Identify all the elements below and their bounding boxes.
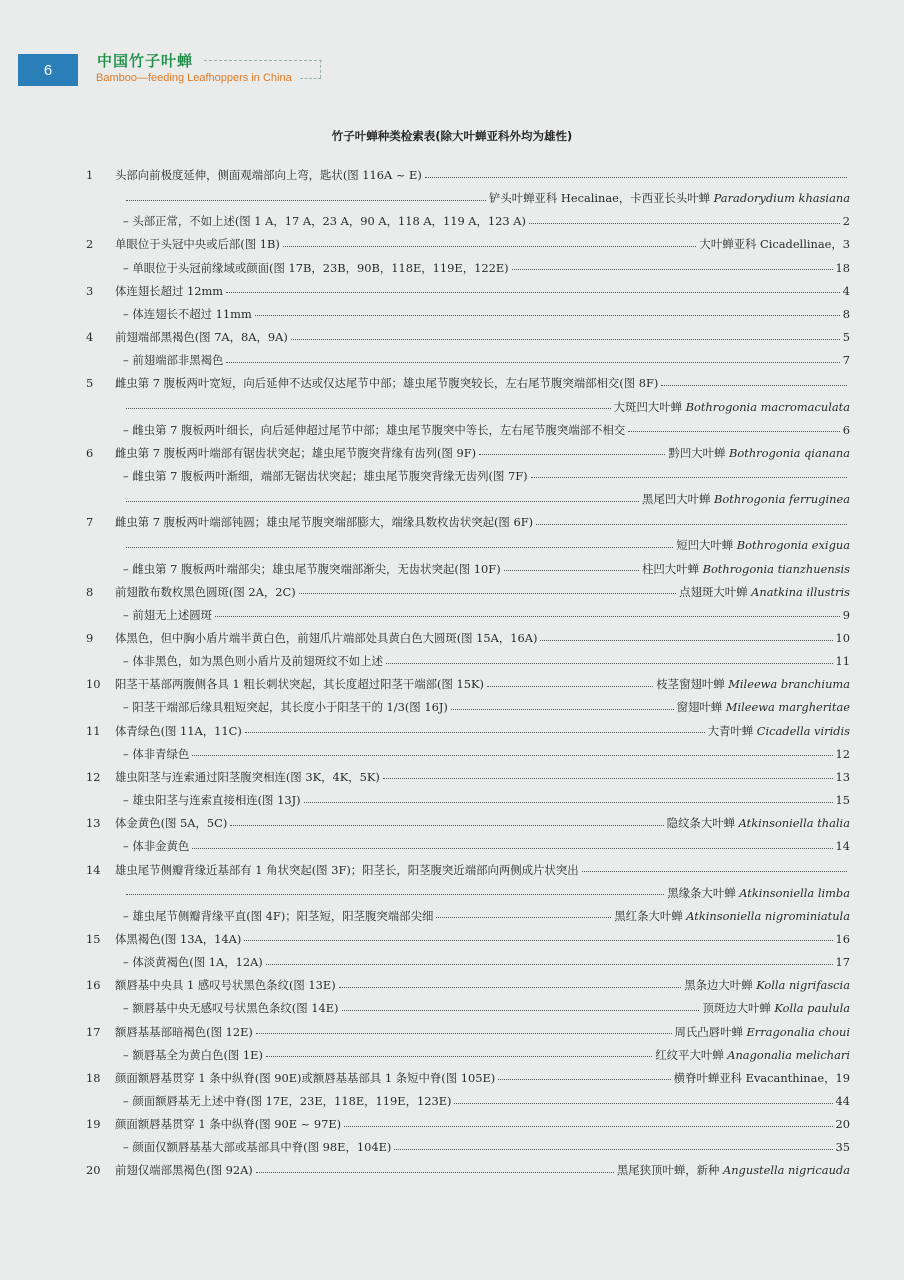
leader-dots (512, 269, 833, 270)
couplet-text: – 雌虫第 7 腹板两叶细长，向后延伸超过尾节中部；雄虫尾节腹突中等长，左右尾节腹突端部不相交 (123, 422, 626, 437)
couplet-number: 5 (86, 376, 94, 391)
couplet-result: 13 (835, 769, 850, 784)
key-line (0, 488, 904, 510)
couplet-text: – 体非金黄色 (123, 839, 190, 854)
leader-dots (244, 940, 832, 941)
couplet-number: 17 (86, 1024, 101, 1039)
leader-dots (454, 1103, 832, 1104)
couplet-text: 雄虫阳茎与连索通过阳茎腹突相连(图 3K，4K，5K) (115, 769, 380, 784)
key-line (0, 1113, 904, 1135)
key-line (0, 812, 904, 834)
leader-dots (451, 709, 674, 710)
species-name: Bothrogonia qianana (729, 445, 850, 460)
leader-dots (126, 408, 611, 409)
couplet-number: 13 (86, 816, 101, 831)
couplet-text: – 额唇基全为黄白色(图 1E) (123, 1047, 263, 1062)
couplet-number: 15 (86, 931, 101, 946)
couplet-text: 体黑褐色(图 13A，14A) (115, 931, 242, 946)
key-line (0, 789, 904, 811)
couplet-result: 10 (835, 631, 850, 645)
couplet-text: 雌虫第 7 腹板两叶端部钝圆；雄虫尾节腹突端部膨大，端缘具数枚齿状突起(图 6F) (115, 515, 534, 530)
leader-dots (126, 894, 664, 895)
couplet-text: – 额唇基中央无感叹号状黑色条纹(图 14E) (123, 1001, 339, 1016)
leader-dots (487, 686, 653, 687)
leader-dots (498, 1079, 670, 1080)
leader-dots (344, 1126, 832, 1127)
species-name: Bothrogonia ferruginea (714, 492, 850, 507)
page-number: 6 (18, 54, 78, 86)
leader-dots (536, 524, 847, 525)
species-name: Mileewa branchiuma (728, 677, 850, 692)
couplet-result: 44 (835, 1094, 850, 1108)
leader-dots (540, 640, 832, 641)
couplet-text: 额唇基基部暗褐色(图 12E) (115, 1024, 253, 1039)
key-line (0, 743, 904, 765)
key-line (0, 326, 904, 348)
key-line (0, 905, 904, 927)
species-name: Atkinsoniella nigrominiatula (686, 908, 850, 923)
couplet-text: 头部向前极度延伸，侧面观端部向上弯，匙状(图 116A ~ E) (115, 168, 422, 182)
key-line (0, 1090, 904, 1112)
leader-dots (425, 177, 847, 178)
couplet-text: 颜面额唇基贯穿 1 条中纵脊(图 90E ~ 97E) (115, 1117, 342, 1132)
leader-dots (531, 477, 847, 478)
couplet-number: 12 (86, 769, 101, 784)
key-line (0, 187, 904, 209)
couplet-text: 体金黄色(图 5A，5C) (115, 816, 228, 831)
key-line (0, 396, 904, 418)
couplet-number: 8 (86, 584, 94, 599)
couplet-text: 雌虫第 7 腹板两叶端部有锯齿状突起；雄虫尾节腹突背缘有齿列(图 9F) (115, 445, 477, 460)
leader-dots (255, 315, 840, 316)
couplet-result: 大青叶蝉 Cicadella viridis (707, 723, 850, 738)
couplet-text: 单眼位于头冠中央或后部(图 1B) (115, 237, 280, 252)
couplet-number: 11 (86, 723, 101, 738)
leader-dots (126, 200, 486, 201)
couplet-text: – 雌虫第 7 腹板两叶渐细，端部无锯齿状突起；雄虫尾节腹突背缘无齿列(图 7F) (123, 468, 528, 483)
key-line (0, 558, 904, 580)
species-name: Erragonalia choui (746, 1024, 850, 1039)
couplet-result: 短凹大叶蝉 Bothrogonia exigua (676, 538, 850, 553)
couplet-result: 14 (835, 839, 850, 854)
key-line (0, 997, 904, 1019)
couplet-text: 前翅仅端部黑褐色(图 92A) (115, 1163, 253, 1178)
leader-dots (266, 964, 833, 965)
species-name: Mileewa margheritae (725, 700, 850, 715)
couplet-result: 柱凹大叶蝉 Bothrogonia tianzhuensis (642, 561, 850, 576)
header-divider (204, 60, 322, 61)
couplet-text: – 雄虫尾节侧瓣背缘平直(图 4F)；阳茎短，阳茎腹突端部尖细 (123, 908, 434, 923)
couplet-result: 9 (842, 607, 850, 622)
couplet-result: 大斑凹大叶蝉 Bothrogonia macromaculata (613, 399, 850, 414)
couplet-result: 黑缘条大叶蝉 Atkinsoniella limba (667, 885, 850, 900)
key-table-title: 竹子叶蝉种类检索表(除大叶蝉亚科外均为雄性) (331, 129, 573, 143)
couplet-result: 16 (835, 931, 850, 946)
key-line (0, 372, 904, 394)
couplet-text: – 单眼位于头冠前缘域或颜面(图 17B，23B，90B，118E，119E，122E) (123, 260, 509, 275)
leader-dots (215, 616, 840, 617)
leader-dots (299, 593, 677, 594)
couplet-result: 枝茎窗翅叶蝉 Mileewa branchiuma (656, 677, 850, 692)
leader-dots (342, 1010, 700, 1011)
species-name: Atkinsoniella limba (739, 885, 850, 900)
leader-dots (394, 1149, 832, 1150)
leader-dots (504, 570, 639, 571)
header-divider-vertical (320, 60, 321, 78)
header-divider-bottom (300, 78, 321, 79)
couplet-number: 10 (86, 677, 101, 692)
couplet-number: 2 (86, 237, 94, 252)
couplet-text: – 阳茎干端部后缘具粗短突起，其长度小于阳茎干的 1/3(图 16J) (123, 700, 448, 715)
leader-dots (291, 339, 840, 340)
key-line (0, 233, 904, 255)
couplet-result: 20 (835, 1117, 850, 1132)
couplet-result: 4 (842, 283, 850, 298)
couplet-result: 黑红条大叶蝉 Atkinsoniella nigrominiatula (614, 908, 850, 923)
couplet-result: 隐纹条大叶蝉 Atkinsoniella thalia (666, 816, 850, 831)
couplet-number: 3 (86, 283, 94, 298)
key-line (0, 419, 904, 441)
species-name: Bothrogonia tianzhuensis (702, 561, 850, 576)
couplet-result: 点翅斑大叶蝉 Anatkina illustris (679, 584, 850, 599)
couplet-text: 阳茎干基部两腹侧各具 1 粗长刺状突起，其长度超过阳茎干端部(图 15K) (115, 677, 484, 692)
couplet-number: 7 (86, 515, 94, 530)
key-line (0, 1159, 904, 1181)
couplet-text: 额唇基中央具 1 感叹号状黑色条纹(图 13E) (115, 978, 336, 993)
leader-dots (529, 223, 840, 224)
couplet-result: 8 (842, 306, 850, 321)
leader-dots (226, 292, 840, 293)
key-line (0, 627, 904, 649)
key-line (0, 673, 904, 695)
couplet-result: 12 (835, 746, 850, 761)
leader-dots (192, 848, 832, 849)
species-name: Angustella nigricauda (723, 1163, 850, 1178)
couplet-result: 11 (835, 654, 850, 669)
couplet-text: – 颜面仅额唇基基大部或基部具中脊(图 98E，104E) (123, 1140, 392, 1155)
leader-dots (230, 825, 663, 826)
couplet-result: 17 (835, 955, 850, 970)
couplet-result: 横脊叶蝉亚科 Evacanthinae，19 (673, 1070, 850, 1085)
key-line (0, 696, 904, 718)
couplet-result: 红纹平大叶蝉 Anagonalia melichari (655, 1047, 850, 1062)
couplet-number: 16 (86, 978, 101, 993)
leader-dots (192, 755, 832, 756)
key-line (0, 928, 904, 950)
couplet-text: 前翅散布数枚黑色圆斑(图 2A，2C) (115, 584, 296, 599)
couplet-text: 体连翅长超过 12mm (115, 283, 224, 298)
leader-dots (256, 1172, 614, 1173)
leader-dots (383, 778, 833, 779)
couplet-number: 20 (86, 1163, 101, 1178)
couplet-result: 黑条边大叶蝉 Kolla nigrifascia (684, 978, 850, 993)
key-line (0, 164, 904, 186)
couplet-text: 雄虫尾节侧瓣背缘近基部有 1 角状突起(图 3F)；阳茎长，阳茎腹突近端部向两侧成片状突出 (115, 862, 579, 877)
couplet-number: 4 (86, 330, 94, 345)
species-name: Kolla paulula (774, 1001, 850, 1016)
key-line (0, 511, 904, 533)
key-line (0, 1021, 904, 1043)
couplet-result: 大叶蝉亚科 Cicadellinae，3 (699, 237, 850, 252)
species-name: Bothrogonia exigua (736, 538, 850, 553)
leader-dots (245, 732, 705, 733)
key-line (0, 951, 904, 973)
species-name: Cicadella viridis (756, 723, 850, 738)
key-line (0, 303, 904, 325)
couplet-result: 2 (842, 214, 850, 229)
key-line (0, 604, 904, 626)
book-title: 中国竹子叶蝉 (97, 52, 194, 70)
couplet-result: 6 (842, 422, 850, 437)
key-line (0, 257, 904, 279)
key-line (0, 650, 904, 672)
key-line (0, 1067, 904, 1089)
couplet-number: 1 (86, 168, 94, 182)
couplet-number: 6 (86, 445, 94, 460)
key-line (0, 835, 904, 857)
leader-dots (266, 1056, 652, 1057)
key-line (0, 974, 904, 996)
key-line (0, 442, 904, 464)
key-line (0, 280, 904, 302)
leader-dots (582, 871, 847, 872)
species-name: Paradorydium khasiana (713, 191, 850, 206)
couplet-number: 19 (86, 1117, 101, 1132)
species-name: Anagonalia melichari (727, 1047, 850, 1062)
couplet-text: – 颜面额唇基无上述中脊(图 17E，23E，118E，119E，123E) (123, 1094, 452, 1108)
couplet-result: 黑尾狭顶叶蝉，新种 Angustella nigricauda (616, 1163, 850, 1178)
leader-dots (226, 362, 839, 363)
key-line (0, 1136, 904, 1158)
couplet-number: 18 (86, 1070, 101, 1085)
book-subtitle: Bamboo—feeding Leafhoppers in China (96, 72, 292, 84)
couplet-text: 前翅端部黑褐色(图 7A，8A，9A) (115, 330, 288, 345)
couplet-result: 7 (842, 353, 850, 368)
leader-dots (304, 802, 833, 803)
couplet-text: – 雄虫阳茎与连索直接相连(图 13J) (123, 793, 301, 808)
couplet-result: 15 (835, 793, 850, 808)
couplet-result: 黑尾凹大叶蝉 Bothrogonia ferruginea (642, 492, 850, 507)
couplet-result: 窗翅叶蝉 Mileewa margheritae (676, 700, 850, 715)
couplet-result: 铲头叶蝉亚科 Hecalinae，卡西亚长头叶蝉 Paradorydium khasiana (488, 191, 850, 206)
species-name: Atkinsoniella thalia (738, 816, 850, 831)
species-name: Anatkina illustris (751, 584, 850, 599)
key-line (0, 766, 904, 788)
couplet-result: 黔凹大叶蝉 Bothrogonia qianana (668, 445, 850, 460)
couplet-text: 颜面额唇基贯穿 1 条中纵脊(图 90E)或额唇基基部具 1 条短中脊(图 105E) (115, 1070, 496, 1085)
couplet-text: 雌虫第 7 腹板两叶宽短，向后延伸不达或仅达尾节中部；雄虫尾节腹突较长，左右尾节腹突端部相交(图 8F) (115, 376, 659, 391)
couplet-text: 体黑色，但中胸小盾片端半黄白色，前翅爪片端部处具黄白色大圆斑(图 15A，16A) (115, 631, 538, 645)
key-line (0, 210, 904, 232)
couplet-text: – 体非黑色，如为黑色则小盾片及前翅斑纹不如上述 (123, 654, 383, 669)
couplet-number: 14 (86, 862, 101, 877)
couplet-text: 体青绿色(图 11A，11C) (115, 723, 242, 738)
couplet-text: – 头部正常，不如上述(图 1 A，17 A，23 A，90 A，118 A，119 A，123 A) (123, 214, 526, 229)
leader-dots (436, 917, 611, 918)
key-line (0, 720, 904, 742)
leader-dots (628, 431, 840, 432)
couplet-number: 9 (86, 631, 94, 645)
leader-dots (386, 663, 833, 664)
couplet-text: – 雌虫第 7 腹板两叶端部尖；雄虫尾节腹突端部渐尖，无齿状突起(图 10F) (123, 561, 501, 576)
couplet-text: – 前翅端部非黑褐色 (123, 353, 224, 368)
key-line (0, 882, 904, 904)
key-line (0, 1044, 904, 1066)
couplet-text: – 体连翅长不超过 11mm (123, 306, 252, 321)
leader-dots (256, 1033, 672, 1034)
leader-dots (661, 385, 847, 386)
leader-dots (339, 987, 682, 988)
leader-dots (126, 547, 673, 548)
couplet-result: 35 (835, 1140, 850, 1155)
key-line (0, 859, 904, 881)
key-line (0, 581, 904, 603)
species-name: Bothrogonia macromaculata (685, 399, 850, 414)
couplet-result: 5 (842, 330, 850, 345)
leader-dots (126, 501, 639, 502)
key-line (0, 465, 904, 487)
key-line (0, 349, 904, 371)
couplet-text: – 体非青绿色 (123, 746, 190, 761)
couplet-result: 顶斑边大叶蝉 Kolla paulula (702, 1001, 850, 1016)
couplet-result: 周氏凸唇叶蝉 Erragonalia choui (674, 1024, 850, 1039)
leader-dots (479, 454, 665, 455)
key-line (0, 534, 904, 556)
species-name: Kolla nigrifascia (756, 978, 850, 993)
couplet-text: – 前翅无上述圆斑 (123, 607, 213, 622)
couplet-result: 18 (835, 260, 850, 275)
leader-dots (283, 246, 697, 247)
couplet-text: – 体淡黄褐色(图 1A，12A) (123, 955, 263, 970)
